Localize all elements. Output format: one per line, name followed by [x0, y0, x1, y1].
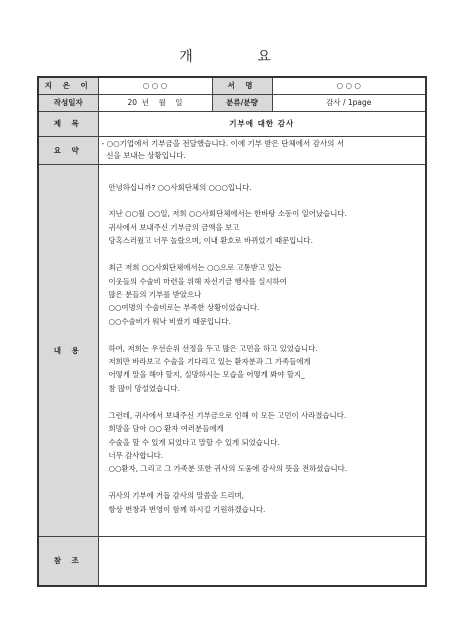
letter-line: 항상 번창과 번영이 함께 하시길 기원하겠습니다.: [108, 504, 266, 514]
letter-line: 너무 감사합니다.: [108, 451, 164, 460]
subject-row: [38, 111, 426, 136]
paragraph-gap: [109, 248, 416, 262]
reference-label: 참 조: [38, 536, 98, 586]
letter-line: ○○여명의 수술비로는 부족한 상황이었습니다.: [108, 303, 260, 313]
signature-value: ○ ○ ○: [272, 77, 426, 94]
letter-line: 이웃들의 수술비 마련을 위해 자선기금 행사를 실시하여: [108, 276, 287, 286]
content-body: [98, 164, 426, 536]
reference-value: [98, 536, 426, 586]
paragraph-gap: [109, 476, 416, 490]
date-value: 20 년 월 일: [98, 94, 212, 111]
summary-line-1: - ○○기업에서 기부금을 전달했습니다. 이에 기부 받은 단체에서 감사의 서: [101, 139, 344, 148]
letter-line: ○○수술비가 워낙 비쌌기 때문입니다.: [108, 316, 231, 326]
content-row: [38, 164, 426, 536]
paragraph-gap: [109, 194, 416, 208]
content-label: 내 용: [38, 164, 98, 536]
letter-line: 어떻게 말을 해야 할지, 실망하시는 모습을 어떻게 봐야 할지_: [108, 370, 305, 380]
summary-label: 요 약: [38, 136, 98, 164]
letter-line: 많은 분들의 기부를 받았으나: [108, 289, 202, 299]
summary-row: [38, 136, 426, 164]
summary-text: [98, 136, 426, 164]
date-label: 작성일자: [38, 94, 98, 111]
letter-line: 귀사에서 보내주신 기부금의 금액을 보고: [108, 222, 240, 232]
letter-line: 최근 저희 ○○사회단체에서는 ○○으로 고통받고 있는: [108, 263, 282, 273]
letter-line: 당혹스러웠고 너무 놀랐으며, 이내 환호로 바뀌었기 때문입니다.: [108, 236, 313, 246]
letter-line: 귀사의 기부에 거듭 감사의 말씀을 드리며,: [108, 491, 244, 501]
summary-line-2: 신을 보내는 상황입니다.: [101, 151, 186, 160]
author-label: 지 은 이: [38, 77, 98, 94]
letter-line: 저희만 바라보고 수술을 기다리고 있는 환자분과 그 가족들에게: [108, 357, 311, 367]
letter-line: 참 많이 망설였습니다.: [108, 383, 180, 393]
letter-line: 지난 ○○월 ○○일, 저희 ○○사회단체에서는 한바탕 소동이 일어났습니다.: [108, 209, 347, 219]
subject-value: 기부에 대한 감사: [98, 111, 426, 136]
author-value: ○ ○ ○: [98, 77, 212, 94]
author-row: [38, 77, 426, 94]
paragraph-gap: [109, 395, 416, 409]
letter-text: [109, 181, 416, 517]
signature-label: 서 명: [212, 77, 272, 94]
date-row: [38, 94, 426, 111]
letter-line: 안녕하십니까? ○○사회단체의 ○○○입니다.: [108, 182, 252, 192]
page-title: 개 요: [179, 49, 301, 65]
letter-line: 하여, 저희는 우선순위 선정을 두고 많은 고민을 하고 있었습니다.: [108, 343, 318, 353]
letter-line: ○○환자, 그리고 그 가족분 또한 귀사의 도움에 감사의 뜻을 전하셨습니다.: [108, 464, 348, 474]
paragraph-gap: [109, 328, 416, 342]
subject-label: 제 목: [38, 111, 98, 136]
letter-line: 수술을 할 수 있게 되었다고 말할 수 있게 되었습니다.: [108, 437, 280, 447]
summary-form-table: [37, 76, 427, 587]
category-value: 감사 / 1page: [272, 94, 426, 111]
letter-line: 그런데, 귀사에서 보내주신 기부금으로 인해 이 모든 고민이 사라졌습니다.: [108, 410, 347, 420]
letter-line: 희망을 담아 ○○ 환자 여러분들에게: [108, 424, 224, 434]
category-label: 분류/분량: [212, 94, 272, 111]
reference-row: [38, 536, 426, 586]
